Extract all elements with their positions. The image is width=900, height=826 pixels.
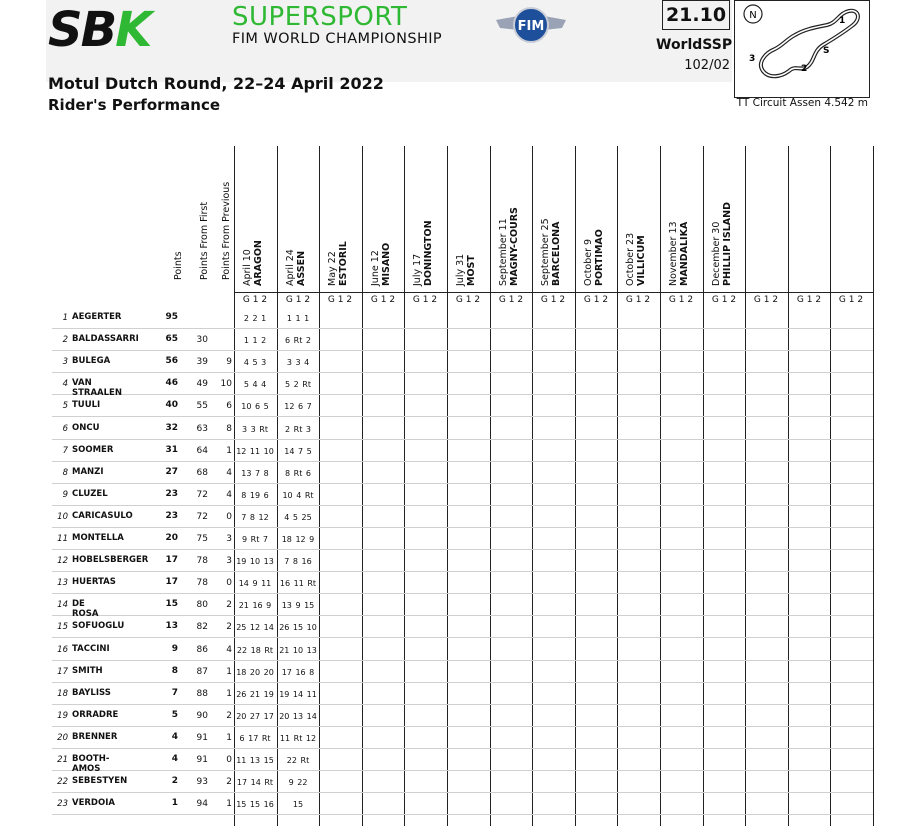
rider-points: 32 [165, 423, 178, 433]
column-divider [617, 146, 618, 826]
table-row-divider [52, 439, 873, 440]
assen-results: 20 13 14 [279, 712, 317, 721]
aragon-results: 15 15 16 [236, 800, 274, 809]
points-from-previous: 4 [226, 490, 232, 500]
round-date: July 31 [455, 253, 466, 286]
page-subtitle: Rider's Performance [48, 96, 221, 114]
round-date: November 13 [668, 221, 679, 286]
assen-results: 9 22 [288, 778, 308, 787]
aragon-results: 21 16 9 [238, 601, 272, 610]
round-venue: ARAGON [253, 240, 264, 286]
table-row-divider [52, 328, 873, 329]
rider-points: 17 [165, 555, 178, 565]
round-venue: MAGNY-COURS [509, 207, 520, 286]
rider-name: TUULI [72, 400, 101, 410]
rider-points: 1 [171, 798, 178, 808]
class-name: WorldSSP [656, 37, 733, 53]
assen-results: 19 14 11 [279, 690, 317, 699]
rider-points: 2 [171, 776, 178, 786]
rider-position: 15 [57, 622, 68, 632]
table-row-divider [52, 704, 873, 705]
rider-name: MONTELLA [72, 533, 124, 543]
rider-name: BAYLISS [72, 688, 111, 698]
round-date: April 10 [242, 249, 253, 286]
aragon-results: 9 Rt 7 [242, 535, 268, 544]
rider-points: 95 [165, 312, 178, 322]
points-from-previous: 2 [226, 711, 232, 721]
race-sub-header: G 1 2 [242, 295, 268, 305]
points-from-previous: 0 [226, 755, 232, 765]
round-header [540, 218, 562, 286]
rider-points: 15 [165, 599, 178, 609]
column-divider [532, 146, 533, 826]
document-header [0, 0, 900, 130]
points-from-previous: 4 [226, 468, 232, 478]
column-divider [447, 146, 448, 826]
rider-name: ONCU [72, 423, 100, 433]
sbk-logo: SBK [48, 2, 151, 58]
race-sub-header: G 1 2 [625, 295, 651, 305]
aragon-results: 3 3 Rt [242, 425, 268, 434]
points-from-first: 82 [196, 622, 208, 632]
assen-results: 22 Rt [286, 756, 310, 765]
table-row-divider [52, 748, 873, 749]
points-header: Points [173, 251, 184, 280]
points-from-first: 90 [196, 711, 208, 721]
aragon-results: 26 21 19 [236, 690, 274, 699]
rider-name: SEBESTYEN [72, 776, 128, 786]
round-venue: BARCELONA [551, 221, 562, 286]
rider-points: 56 [165, 356, 178, 366]
fim-logo-icon [494, 6, 568, 44]
table-row-divider [52, 461, 873, 462]
rider-position: 11 [57, 534, 68, 544]
assen-results: 26 15 10 [279, 623, 317, 632]
rider-points: 7 [171, 688, 178, 698]
column-divider [745, 146, 746, 826]
race-sub-header: G 1 2 [327, 295, 353, 305]
rider-name: AEGERTER [72, 312, 122, 322]
column-divider [404, 146, 405, 826]
round-header [285, 249, 307, 286]
points-from-first: 64 [196, 446, 208, 456]
aragon-results: 25 12 14 [236, 623, 274, 632]
track-layout-icon [735, 1, 869, 97]
rider-position: 19 [57, 711, 68, 721]
rider-name: VAN STRAALEN [72, 378, 122, 398]
points-from-previous: 2 [226, 600, 232, 610]
round-header [242, 240, 264, 286]
assen-results: 16 11 Rt [279, 579, 317, 588]
table-row-divider [52, 571, 873, 572]
column-divider [319, 146, 320, 826]
rider-name: HUERTAS [72, 577, 116, 587]
table-row-divider [52, 350, 873, 351]
rider-points: 13 [165, 621, 178, 631]
points-from-first: 93 [196, 777, 208, 787]
round-header [455, 254, 477, 286]
series-name: SUPERSPORT [232, 2, 408, 32]
table-row-divider [52, 682, 873, 683]
rider-points: 23 [165, 489, 178, 499]
table-row-divider [52, 637, 873, 638]
rider-name: BRENNER [72, 732, 118, 742]
points-from-previous: 10 [220, 379, 232, 389]
assen-results: 11 Rt 12 [279, 734, 317, 743]
column-divider [362, 146, 363, 826]
round-date: December 30 [711, 221, 722, 286]
table-row-divider [52, 593, 873, 594]
points-from-previous: 8 [226, 424, 232, 434]
round-venue: VILLICUM [636, 235, 647, 286]
round-venue: MANDALIKA [679, 221, 690, 286]
aragon-results: 14 9 11 [238, 579, 272, 588]
points-from-first: 78 [196, 578, 208, 588]
race-sub-header: G 1 2 [583, 295, 609, 305]
circuit-info: TT Circuit Assen 4.542 m [736, 97, 868, 109]
column-divider [703, 146, 704, 826]
points-from-previous: 1 [226, 446, 232, 456]
column-divider [660, 146, 661, 826]
aragon-results: 20 27 17 [236, 712, 274, 721]
points-from-first-header: Points From First [199, 201, 210, 280]
round-date: May 22 [327, 251, 338, 286]
round-venue: MOST [466, 255, 477, 286]
column-divider [277, 146, 278, 826]
assen-results: 3 3 4 [286, 358, 310, 367]
assen-results: 12 6 7 [284, 402, 312, 411]
rider-position: 8 [62, 468, 68, 478]
rider-name: BALDASSARRI [72, 334, 139, 344]
rider-position: 4 [62, 379, 68, 389]
rider-position: 23 [57, 799, 68, 809]
rider-name: HOBELSBERGER [72, 555, 149, 565]
table-row-divider [52, 660, 873, 661]
rider-position: 12 [57, 556, 68, 566]
points-from-previous: 1 [226, 799, 232, 809]
column-divider [873, 146, 874, 826]
points-from-first: 94 [196, 799, 208, 809]
round-date: July 17 [412, 253, 423, 286]
points-from-first: 30 [196, 335, 208, 345]
aragon-results: 1 1 2 [243, 336, 267, 345]
points-from-previous: 1 [226, 667, 232, 677]
rider-points: 46 [165, 378, 178, 388]
round-date: October 23 [625, 232, 636, 286]
aragon-results: 17 14 Rt [236, 778, 274, 787]
race-sub-header: G 1 2 [753, 295, 779, 305]
rider-points: 27 [165, 467, 178, 477]
svg-text:2: 2 [801, 64, 808, 74]
round-date: October 9 [583, 238, 594, 286]
track-map [734, 0, 870, 98]
points-from-first: 55 [196, 401, 208, 411]
rider-name: SOOMER [72, 445, 114, 455]
race-sub-header: G 1 2 [540, 295, 566, 305]
rider-position: 7 [62, 446, 68, 456]
assen-results: 1 1 1 [286, 314, 310, 323]
assen-results: 5 2 Rt [285, 380, 311, 389]
rider-position: 10 [57, 512, 68, 522]
rider-position: 20 [57, 733, 68, 743]
table-row-divider [52, 483, 873, 484]
rider-points: 17 [165, 577, 178, 587]
rider-name: ORRADRE [72, 710, 119, 720]
round-header [498, 207, 520, 286]
points-from-first: 88 [196, 689, 208, 699]
rider-points: 23 [165, 511, 178, 521]
assen-results: 17 16 8 [281, 668, 315, 677]
rider-name: DE ROSA [72, 599, 99, 619]
race-sub-header: G 1 2 [370, 295, 396, 305]
rider-position: 6 [62, 424, 68, 434]
race-sub-header: G 1 2 [796, 295, 822, 305]
race-sub-header: G 1 2 [838, 295, 864, 305]
rider-name: CLUZEL [72, 489, 108, 499]
rider-points: 4 [171, 732, 178, 742]
round-date: April 24 [285, 249, 296, 286]
rider-name: SMITH [72, 666, 103, 676]
aragon-results: 8 19 6 [241, 491, 269, 500]
table-row-divider [52, 770, 873, 771]
assen-results: 15 [292, 800, 304, 809]
rider-position: 17 [57, 667, 68, 677]
rider-points: 31 [165, 445, 178, 455]
assen-results: 10 4 Rt [282, 491, 314, 500]
column-divider [830, 146, 831, 826]
svg-text:3: 3 [749, 54, 756, 64]
round-header [412, 220, 434, 286]
points-from-previous: 2 [226, 622, 232, 632]
aragon-results: 2 2 1 [243, 314, 267, 323]
rider-name: BULEGA [72, 356, 111, 366]
rider-points: 20 [165, 533, 178, 543]
points-from-previous: 0 [226, 578, 232, 588]
race-sub-header: G 1 2 [455, 295, 481, 305]
assen-results: 21 10 13 [279, 646, 317, 655]
points-from-first: 80 [196, 600, 208, 610]
rider-position: 18 [57, 689, 68, 699]
assen-results: 13 9 15 [281, 601, 315, 610]
assen-results: 18 12 9 [281, 535, 315, 544]
championship-name: FIM WORLD CHAMPIONSHIP [232, 31, 443, 47]
points-from-first: 78 [196, 556, 208, 566]
aragon-results: 6 17 Rt [239, 734, 271, 743]
rider-points: 9 [171, 644, 178, 654]
points-from-first: 91 [196, 755, 208, 765]
race-sub-header: G 1 2 [412, 295, 438, 305]
table-row-divider [52, 726, 873, 727]
assen-results: 8 Rt 6 [285, 469, 311, 478]
column-divider [788, 146, 789, 826]
points-from-first: 68 [196, 468, 208, 478]
aragon-results: 11 13 15 [236, 756, 274, 765]
table-row-divider [52, 505, 873, 506]
rider-position: 21 [57, 755, 68, 765]
document-code: 102/02 [684, 58, 730, 73]
points-from-first: 87 [196, 667, 208, 677]
aragon-results: 18 20 20 [236, 668, 274, 677]
table-row-divider [52, 394, 873, 395]
points-from-previous: 3 [226, 534, 232, 544]
points-from-previous: 1 [226, 733, 232, 743]
rider-position: 9 [62, 490, 68, 500]
race-sub-header: G 1 2 [285, 295, 311, 305]
rider-name: TACCINI [72, 644, 110, 654]
points-from-previous: 4 [226, 645, 232, 655]
rider-points: 65 [165, 334, 178, 344]
round-header [711, 202, 733, 286]
points-from-first: 63 [196, 424, 208, 434]
round-venue: DONINGTON [423, 220, 434, 286]
rider-name: MANZI [72, 467, 104, 477]
header-divider [234, 292, 873, 293]
points-from-previous: 3 [226, 556, 232, 566]
aragon-results: 5 4 4 [243, 380, 267, 389]
document-number: 21.10 [662, 0, 730, 30]
rider-points: 5 [171, 710, 178, 720]
round-date: September 11 [498, 218, 509, 286]
svg-text:N: N [749, 10, 757, 21]
round-venue: ESTORIL [338, 241, 349, 286]
aragon-results: 10 6 5 [241, 402, 269, 411]
assen-results: 7 8 16 [284, 557, 312, 566]
round-header [370, 243, 392, 286]
rider-position: 3 [62, 357, 68, 367]
points-from-first: 49 [196, 379, 208, 389]
assen-results: 2 Rt 3 [285, 425, 311, 434]
round-header [583, 229, 605, 286]
table-row-divider [52, 814, 873, 815]
table-row-divider [52, 527, 873, 528]
round-venue: ASSEN [296, 250, 307, 286]
points-from-first: 72 [196, 490, 208, 500]
rider-position: 13 [57, 578, 68, 588]
aragon-results: 13 7 8 [241, 469, 269, 478]
rider-position: 16 [57, 645, 68, 655]
table-row-divider [52, 615, 873, 616]
rider-points: 4 [171, 754, 178, 764]
round-venue: MISANO [381, 242, 392, 286]
svg-text:S: S [823, 46, 830, 56]
column-divider [575, 146, 576, 826]
table-row-divider [52, 372, 873, 373]
rider-name: VERDOIA [72, 798, 115, 808]
points-from-first: 72 [196, 512, 208, 522]
column-divider [490, 146, 491, 826]
column-divider [234, 146, 235, 826]
aragon-results: 7 8 12 [241, 513, 269, 522]
assen-results: 14 7 5 [284, 447, 312, 456]
rider-points: 40 [165, 400, 178, 410]
round-date: June 12 [370, 250, 381, 286]
rider-position: 14 [57, 600, 68, 610]
event-title: Motul Dutch Round, 22–24 April 2022 [48, 74, 384, 93]
aragon-results: 12 11 10 [236, 447, 274, 456]
assen-results: 6 Rt 2 [285, 336, 311, 345]
aragon-results: 4 5 3 [243, 358, 267, 367]
points-from-previous: 1 [226, 689, 232, 699]
rider-name: CARICASULO [72, 511, 133, 521]
rider-position: 2 [62, 335, 68, 345]
rider-name: BOOTH-AMOS [72, 754, 110, 774]
points-from-previous-header: Points From Previous [221, 181, 232, 280]
points-from-first: 75 [196, 534, 208, 544]
race-sub-header: G 1 2 [668, 295, 694, 305]
svg-text:FIM: FIM [517, 19, 545, 34]
table-row-divider [52, 792, 873, 793]
table-row-divider [52, 549, 873, 550]
points-from-first: 86 [196, 645, 208, 655]
aragon-results: 19 10 13 [236, 557, 274, 566]
rider-position: 1 [62, 313, 68, 323]
round-header [668, 221, 690, 286]
points-from-first: 39 [196, 357, 208, 367]
race-sub-header: G 1 2 [711, 295, 737, 305]
aragon-results: 22 18 Rt [236, 646, 274, 655]
points-from-previous: 6 [226, 401, 232, 411]
rider-name: SOFUOGLU [72, 621, 125, 631]
points-from-previous: 0 [226, 512, 232, 522]
points-from-previous: 2 [226, 777, 232, 787]
points-from-previous: 9 [226, 357, 232, 367]
table-row-divider [52, 416, 873, 417]
rider-position: 5 [62, 401, 68, 411]
rider-position: 22 [57, 777, 68, 787]
round-venue: PHILLIP ISLAND [722, 202, 733, 286]
rider-points: 8 [171, 666, 178, 676]
round-header [327, 241, 349, 286]
round-header [625, 233, 647, 286]
round-venue: PORTIMAO [594, 229, 605, 286]
points-from-first: 91 [196, 733, 208, 743]
race-sub-header: G 1 2 [498, 295, 524, 305]
assen-results: 4 5 25 [284, 513, 312, 522]
round-date: September 25 [540, 218, 551, 286]
svg-text:1: 1 [839, 16, 846, 26]
